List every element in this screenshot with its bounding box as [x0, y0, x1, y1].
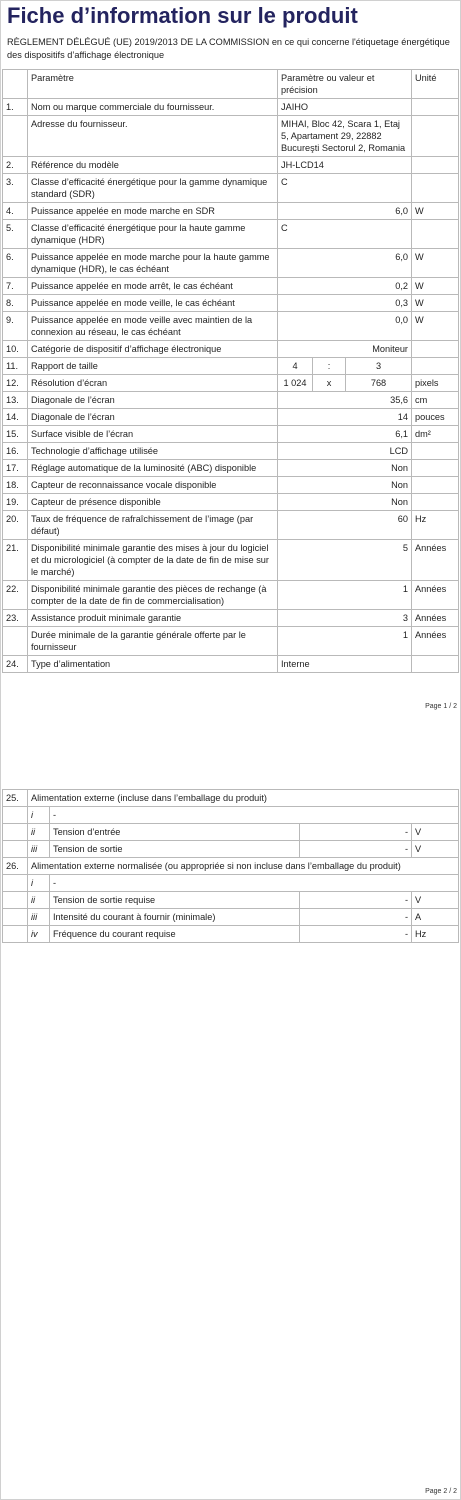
row-number: [3, 116, 28, 157]
resolution-width: 1 024: [278, 375, 313, 392]
row-label: Adresse du fournisseur.: [28, 116, 278, 157]
row-label: Capteur de reconnaissance vocale disponible: [28, 477, 278, 494]
row-number: 11.: [3, 358, 28, 375]
row-number: 24.: [3, 656, 28, 673]
row-unit: [412, 477, 459, 494]
row-unit: Années: [412, 610, 459, 627]
row-value: 6,0: [278, 249, 412, 278]
row-unit: dm²: [412, 426, 459, 443]
row-number: 22.: [3, 581, 28, 610]
table-row: [3, 610, 459, 627]
row-number: [3, 909, 28, 926]
row-number: 8.: [3, 295, 28, 312]
row-value: Moniteur: [278, 341, 412, 358]
table-row: [3, 892, 459, 909]
row-label: Puissance appelée en mode arrêt, le cas échéant: [28, 278, 278, 295]
row-number: 12.: [3, 375, 28, 392]
row-value: -: [300, 892, 412, 909]
row-value: 60: [278, 511, 412, 540]
row-unit: pouces: [412, 409, 459, 426]
table-row: [3, 540, 459, 581]
row-number: 3.: [3, 174, 28, 203]
sub-index: i: [28, 807, 50, 824]
table-row: [3, 460, 459, 477]
row-value: 5: [278, 540, 412, 581]
row-value: JH-LCD14: [278, 157, 412, 174]
row-value: -: [300, 909, 412, 926]
row-label: Disponibilité minimale garantie des mises à jour du logiciel et du micrologiciel (à compter de la date de fin de mise sur le marché): [28, 540, 278, 581]
table-row: [3, 443, 459, 460]
resolution-height: 768: [346, 375, 412, 392]
row-label: -: [50, 875, 459, 892]
row-label: Tension de sortie requise: [50, 892, 300, 909]
row-label: Réglage automatique de la luminosité (ABC) disponible: [28, 460, 278, 477]
header-param: Paramètre: [28, 70, 278, 99]
table-row: [3, 511, 459, 540]
table-row: [3, 477, 459, 494]
table-row: [3, 875, 459, 892]
table-row: [3, 909, 459, 926]
row-value: 0,3: [278, 295, 412, 312]
row-unit: [412, 99, 459, 116]
sub-index: ii: [28, 892, 50, 909]
row-unit: Hz: [412, 511, 459, 540]
table-row: [3, 295, 459, 312]
table-row: [3, 157, 459, 174]
table-row: [3, 312, 459, 341]
row-unit: W: [412, 312, 459, 341]
row-unit: [412, 656, 459, 673]
row-label: Puissance appelée en mode marche en SDR: [28, 203, 278, 220]
row-label: Résolution d’écran: [28, 375, 278, 392]
row-number: 4.: [3, 203, 28, 220]
table-row: [3, 278, 459, 295]
row-unit: [412, 460, 459, 477]
row-label: Rapport de taille: [28, 358, 278, 375]
row-label: -: [50, 807, 459, 824]
table-row: [3, 926, 459, 943]
row-label: Catégorie de dispositif d’affichage électronique: [28, 341, 278, 358]
row-unit: [412, 358, 459, 375]
row-number: 16.: [3, 443, 28, 460]
row-label: Tension d’entrée: [50, 824, 300, 841]
row-number: 19.: [3, 494, 28, 511]
row-unit: V: [412, 892, 459, 909]
table-row: [3, 220, 459, 249]
table-row: [3, 392, 459, 409]
table-row: [3, 375, 459, 392]
sub-index: iv: [28, 926, 50, 943]
row-unit: V: [412, 841, 459, 858]
table-row: [3, 807, 459, 824]
row-label: Taux de fréquence de rafraîchissement de l’image (par défaut): [28, 511, 278, 540]
row-label: Intensité du courant à fournir (minimale): [50, 909, 300, 926]
row-unit: [412, 494, 459, 511]
row-unit: [412, 341, 459, 358]
page-number-1: Page 1 / 2: [425, 703, 457, 710]
row-label: Référence du modèle: [28, 157, 278, 174]
row-label: Classe d’efficacité énergétique pour la gamme dynamique standard (SDR): [28, 174, 278, 203]
row-value: 6,0: [278, 203, 412, 220]
row-value: -: [300, 926, 412, 943]
row-number: 25.: [3, 790, 28, 807]
table-row: [3, 656, 459, 673]
row-value: 1: [278, 627, 412, 656]
row-label: Classe d’efficacité énergétique pour la haute gamme dynamique (HDR): [28, 220, 278, 249]
row-value: 35,6: [278, 392, 412, 409]
page-title: Fiche d’information sur le produit: [7, 3, 358, 28]
table-row: [3, 249, 459, 278]
table-row: [3, 426, 459, 443]
row-unit: Années: [412, 627, 459, 656]
row-number: 14.: [3, 409, 28, 426]
row-number: [3, 627, 28, 656]
sub-index: ii: [28, 824, 50, 841]
row-label: Diagonale de l’écran: [28, 409, 278, 426]
sub-index: i: [28, 875, 50, 892]
row-unit: W: [412, 278, 459, 295]
row-number: [3, 926, 28, 943]
row-unit: V: [412, 824, 459, 841]
row-unit: [412, 174, 459, 203]
row-number: 2.: [3, 157, 28, 174]
resolution-separator: x: [313, 375, 346, 392]
row-unit: [412, 220, 459, 249]
row-value: C: [278, 220, 412, 249]
row-number: 10.: [3, 341, 28, 358]
row-unit: Années: [412, 581, 459, 610]
row-value: 3: [278, 610, 412, 627]
row-label: Diagonale de l’écran: [28, 392, 278, 409]
row-value: MIHAI, Bloc 42, Scara 1, Etaj 5, Apartament 29, 22882 Bucureşti Sectorul 2, Romania: [278, 116, 412, 157]
row-label: Alimentation externe (incluse dans l’emballage du produit): [28, 790, 459, 807]
row-number: [3, 824, 28, 841]
row-unit: [412, 157, 459, 174]
row-value: 1: [278, 581, 412, 610]
product-info-table: [2, 69, 459, 673]
sub-index: iii: [28, 909, 50, 926]
table-row: [3, 494, 459, 511]
row-label: Technologie d’affichage utilisée: [28, 443, 278, 460]
row-unit: cm: [412, 392, 459, 409]
row-label: Tension de sortie: [50, 841, 300, 858]
row-number: [3, 892, 28, 909]
row-unit: A: [412, 909, 459, 926]
row-value: Non: [278, 477, 412, 494]
row-value: 0,0: [278, 312, 412, 341]
table-row: [3, 341, 459, 358]
row-label: Type d’alimentation: [28, 656, 278, 673]
table-row: [3, 627, 459, 656]
row-number: 21.: [3, 540, 28, 581]
ratio-width: 4: [278, 358, 313, 375]
table-row: [3, 581, 459, 610]
table-row: [3, 174, 459, 203]
row-label: Capteur de présence disponible: [28, 494, 278, 511]
row-label: Fréquence du courant requise: [50, 926, 300, 943]
row-number: 23.: [3, 610, 28, 627]
row-value: C: [278, 174, 412, 203]
row-number: [3, 807, 28, 824]
row-unit: Hz: [412, 926, 459, 943]
row-value: -: [300, 824, 412, 841]
row-label: Puissance appelée en mode veille avec maintien de la connexion au réseau, le cas échéant: [28, 312, 278, 341]
power-supply-table: [2, 789, 459, 943]
header-unit: Unité: [412, 70, 459, 99]
row-number: 13.: [3, 392, 28, 409]
row-value: JAIHO: [278, 99, 412, 116]
row-number: 18.: [3, 477, 28, 494]
row-number: [3, 841, 28, 858]
row-number: [3, 875, 28, 892]
header-value: Paramètre ou valeur et précision: [278, 70, 412, 99]
row-number: 15.: [3, 426, 28, 443]
table-row: [3, 99, 459, 116]
row-value: Non: [278, 460, 412, 477]
sub-index: iii: [28, 841, 50, 858]
table-row: [3, 358, 459, 375]
row-number: 5.: [3, 220, 28, 249]
row-number: 17.: [3, 460, 28, 477]
row-unit: [412, 443, 459, 460]
row-label: Nom ou marque commerciale du fournisseur.: [28, 99, 278, 116]
row-value: LCD: [278, 443, 412, 460]
table-row: [3, 858, 459, 875]
row-label: Assistance produit minimale garantie: [28, 610, 278, 627]
row-number: 26.: [3, 858, 28, 875]
table-row: [3, 841, 459, 858]
table-row: [3, 790, 459, 807]
row-unit: W: [412, 295, 459, 312]
table-row: [3, 116, 459, 157]
table-header-row: [3, 70, 459, 99]
ratio-height: 3: [346, 358, 412, 375]
row-label: Puissance appelée en mode veille, le cas échéant: [28, 295, 278, 312]
row-number: 9.: [3, 312, 28, 341]
row-value: 0,2: [278, 278, 412, 295]
row-label: Surface visible de l’écran: [28, 426, 278, 443]
table-row: [3, 203, 459, 220]
row-value: Interne: [278, 656, 412, 673]
row-number: 20.: [3, 511, 28, 540]
row-unit: Années: [412, 540, 459, 581]
row-unit: W: [412, 203, 459, 220]
row-value: -: [300, 841, 412, 858]
row-number: 7.: [3, 278, 28, 295]
row-unit: [412, 116, 459, 157]
row-unit: pixels: [412, 375, 459, 392]
ratio-separator: :: [313, 358, 346, 375]
row-label: Durée minimale de la garantie générale offerte par le fournisseur: [28, 627, 278, 656]
row-label: Alimentation externe normalisée (ou appropriée si non incluse dans l’emballage du produit): [28, 858, 459, 875]
row-value: 6,1: [278, 426, 412, 443]
table-row: [3, 409, 459, 426]
header-num: [3, 70, 28, 99]
table-row: [3, 824, 459, 841]
row-number: 1.: [3, 99, 28, 116]
row-number: 6.: [3, 249, 28, 278]
page-number-2: Page 2 / 2: [425, 1488, 457, 1495]
regulation-subtitle: RÈGLEMENT DÉLÉGUÉ (UE) 2019/2013 DE LA COMMISSION en ce qui concerne l'étiquetage énergétique des dispositifs d’affichage électronique: [7, 37, 450, 60]
row-value: 14: [278, 409, 412, 426]
row-label: Puissance appelée en mode marche pour la haute gamme dynamique (HDR), le cas échéant: [28, 249, 278, 278]
row-label: Disponibilité minimale garantie des pièces de rechange (à compter de la date de fin de commercialisation): [28, 581, 278, 610]
row-unit: W: [412, 249, 459, 278]
row-value: Non: [278, 494, 412, 511]
